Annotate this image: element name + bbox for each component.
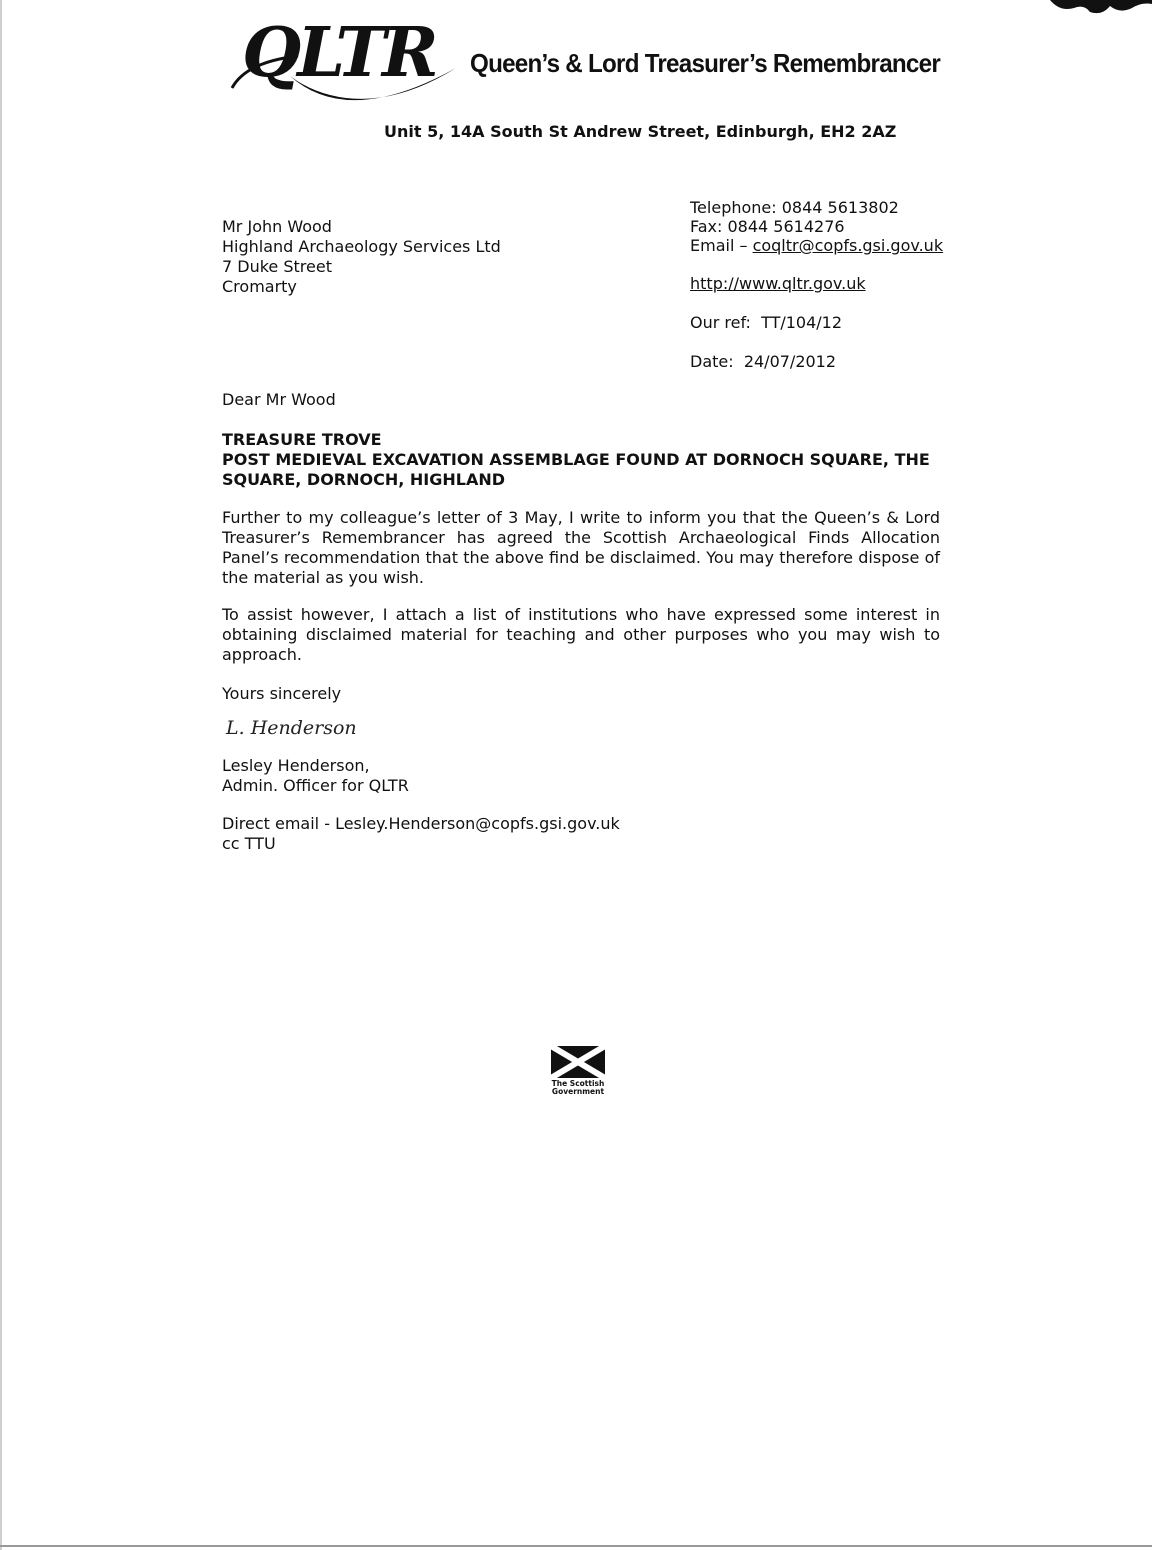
email-label: Email – bbox=[690, 236, 753, 255]
scan-edge-bottom bbox=[0, 1545, 1152, 1547]
email-line bbox=[690, 236, 943, 256]
recipient-line: Cromarty bbox=[222, 277, 297, 296]
salutation: Dear Mr Wood bbox=[222, 390, 336, 409]
subject-heading bbox=[222, 430, 942, 490]
qltr-logo bbox=[228, 6, 458, 126]
recipient-line: 7 Duke Street bbox=[222, 257, 332, 276]
our-ref bbox=[690, 313, 842, 333]
our-ref-label: Our ref: bbox=[690, 313, 751, 332]
date-label: Date: bbox=[690, 352, 734, 371]
date bbox=[690, 352, 836, 372]
scottish-government-logo bbox=[548, 1046, 608, 1104]
recipient-line: Mr John Wood bbox=[222, 217, 332, 236]
paragraph-1: Further to my colleague’s letter of 3 May, I write to inform you that the Queen’s & Lord Treasurer’s Remembrancer has agreed the Scottish Archaeological Finds Allocation Panel’s recommendation that the above find be disclaimed. You may therefore dispose of the material as you wish. bbox=[222, 508, 940, 587]
our-ref-value: TT/104/12 bbox=[761, 313, 843, 332]
paragraph-2: To assist however, I attach a list of institutions who have expressed some interest in obtaining disclaimed material for teaching and other purposes who you may wish to approach. bbox=[222, 605, 940, 664]
cc-line: cc TTU bbox=[222, 834, 276, 853]
fax: Fax: 0844 5614276 bbox=[690, 217, 845, 236]
telephone: Telephone: 0844 5613802 bbox=[690, 198, 899, 217]
signatory-title: Admin. Officer for QLTR bbox=[222, 776, 409, 795]
saltire-icon bbox=[551, 1046, 605, 1078]
organisation-name: Queen’s & Lord Treasurer’s Remembrancer bbox=[470, 48, 941, 78]
date-value: 24/07/2012 bbox=[743, 352, 837, 371]
organisation-address: Unit 5, 14A South St Andrew Street, Edinburgh, EH2 2AZ bbox=[384, 122, 897, 141]
signatory-name: Lesley Henderson, bbox=[222, 756, 370, 775]
gov-logo-line-2: Government bbox=[551, 1087, 605, 1096]
scan-edge-left bbox=[0, 0, 2, 1550]
gov-logo-line-1: The Scottish bbox=[551, 1079, 605, 1088]
email-link[interactable]: coqltr@copfs.gsi.gov.uk bbox=[752, 236, 944, 255]
handwritten-signature: L. Henderson bbox=[226, 717, 357, 739]
closing: Yours sincerely bbox=[222, 684, 342, 703]
subject-line-1: TREASURE TROVE bbox=[222, 430, 382, 449]
logo-text: QLTR bbox=[242, 13, 435, 93]
direct-email: Direct email - Lesley.Henderson@copfs.gsi.gov.uk bbox=[222, 814, 620, 833]
corner-ink-mark bbox=[1040, 0, 1152, 20]
recipient-line: Highland Archaeology Services Ltd bbox=[222, 237, 501, 256]
website-link[interactable]: http://www.qltr.gov.uk bbox=[690, 274, 866, 293]
subject-line-2: POST MEDIEVAL EXCAVATION ASSEMBLAGE FOUND AT DORNOCH SQUARE, THE SQUARE, DORNOCH, HIGHLAND bbox=[222, 450, 930, 489]
